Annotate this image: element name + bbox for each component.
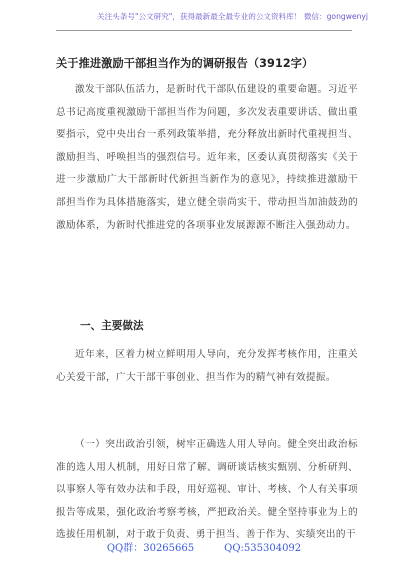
qq-group-text: QQ群：30265665 [106,543,195,554]
section-heading: 一、主要做法 [80,320,144,332]
qq-number-text: QQ:535304092 [224,543,302,554]
header-divider [56,30,352,31]
body-paragraph: 近年来，区着力树立鲜明用人导向，充分发挥考核作用，注重关心关爱干部，广大干部干事创业、担当作为的精气神有效提振。 [56,349,358,383]
header-banner: 关注头条号"公文研究"，获得最新最全最专业的公文资料库！ 微信：gongwenyj [96,12,368,21]
document-title: 关于推进激励干部担当作为的调研报告（3912字） [56,57,314,70]
footer-contact [0,536,408,562]
intro-paragraph: 激发干部队伍活力，是新时代干部队伍建设的重要命题。习近平总书记高度重视激励干部担当作为问题，多次发表重要讲话、做出重要指示，党中央出台一系列政策举措，充分释放出新时代重视担当、激励担当、呼唤担当的强烈信号。近年来，区委认真贯彻落实《关于进一步激励广大干部新时代新担当新作为的意见》，持续推进激励干部担当作为具体措施落实，建立健全崇尚实干、带动担当加油鼓劲的激励体系，为新时代推进党的各项事业发展源源不断注入强劲动力。 [56,84,358,231]
body-paragraph: （一）突出政治引领，树牢正确选人用人导向。健全突出政治标准的选人用人机制，用好日常了解、调研谈话核实甄别、分析研判、以事察人等有效办法和手段，用好巡视、审计、考核、个人有关事项报告等成果，强化政治考察考核，严把政治关。健全坚持事业为上的选拔任用机制，对于敢于负责、勇于担当、善于作为、实绩突出的干 [56,439,358,541]
